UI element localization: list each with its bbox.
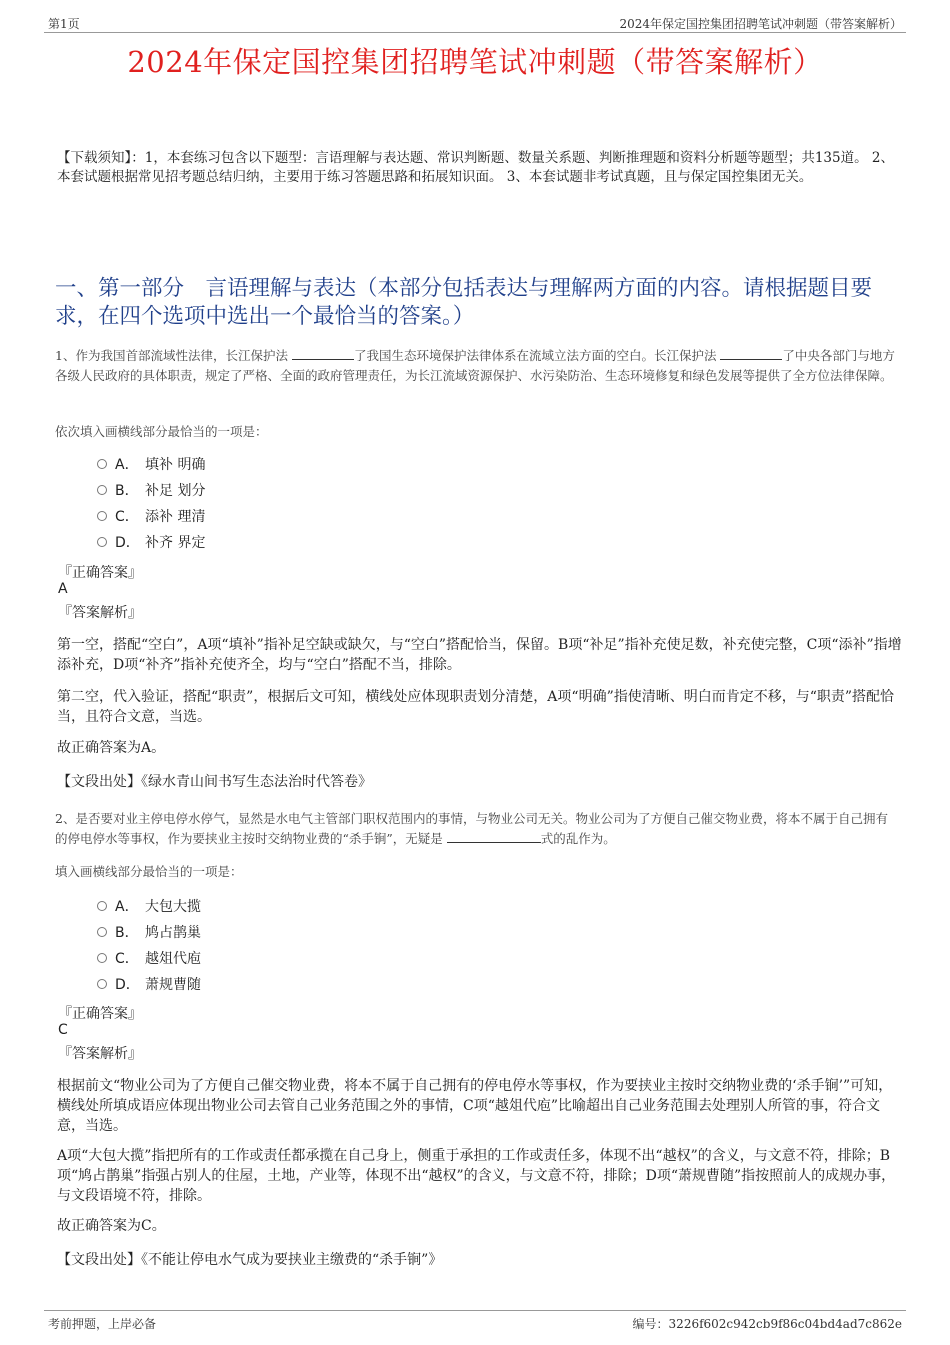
q1-answer-label: 『正确答案』 [58, 565, 142, 581]
footer-slogan: 考前押题，上岸必备 [48, 1317, 157, 1331]
question-1-text: 1、作为我国首部流域性法律，长江保护法 了我国生态环境保护法律体系在流域立法方面的空白。长江保护法 了中央各部门与地方各级人民政府的具体职责，规定了严格、全面的政府管理责任，为长江流域资源保护、水污染防治、生态环境修复和绿色发展等提供了全方位法律保障。 [55, 348, 895, 383]
q2-answer-label: 『正确答案』 [58, 1006, 142, 1022]
q1-answer: A [58, 581, 68, 597]
page-footer [44, 1310, 906, 1333]
q2-analysis-label: 『答案解析』 [58, 1046, 142, 1062]
q1-option-d[interactable]: D． 补齐 界定 [97, 533, 205, 553]
q1-option-a[interactable]: A． 填补 明确 [97, 455, 205, 475]
radio-icon[interactable] [97, 537, 107, 547]
radio-icon[interactable] [97, 459, 107, 469]
q1-analysis-1: 第一空，搭配“空白”，A项“填补”指补足空缺或缺欠，与“空白”搭配恰当，保留。B项“补足”指补充使足数，补充使完整，C项“添补”指增添补充，D项“补齐”指补充使齐全，均与“空白”搭配不当，排除。 [57, 637, 902, 673]
fill-blank [447, 829, 541, 843]
q1-analysis-3: 故正确答案为A。 [57, 740, 166, 756]
footer-doc-id: 编号：3226f602c942cb9f86c04bd4ad7c862e [632, 1317, 902, 1331]
q1-analysis-label: 『答案解析』 [58, 605, 142, 621]
q2-analysis-3: 故正确答案为C。 [57, 1218, 166, 1234]
question-2-prompt: 填入画横线部分最恰当的一项是： [55, 864, 243, 879]
q1-source: 【文段出处】《绿水青山间书写生态法治时代答卷》 [57, 774, 372, 790]
q2-source: 【文段出处】《不能让停电水气成为要挟业主缴费的“杀手锏”》 [57, 1252, 443, 1268]
radio-icon[interactable] [97, 511, 107, 521]
question-2-text: 2、是否要对业主停电停水停气，显然是水电气主管部门职权范围内的事情，与物业公司无关。物业公司为了方便自己催交物业费，将本不属于自己拥有的停电停水等事权，作为要挟业主按时交纳物业费的“杀手锏”，无疑是 式的乱作为。 [55, 811, 888, 846]
q2-analysis-1: 根据前文“物业公司为了方便自己催交物业费，将本不属于自己拥有的停电停水等事权，作为要挟业主按时交纳物业费的‘杀手锏’”可知，横线处所填成语应体现出物业公司去管自己业务范围之外的事情，C项“越俎代庖”比喻超出自己业务范围去处理别人所管的事，符合文意，当选。 [57, 1078, 893, 1134]
q2-option-a[interactable]: A． 大包大揽 [97, 897, 201, 917]
q1-option-c[interactable]: C． 添补 理清 [97, 507, 205, 527]
q2-option-b[interactable]: B． 鸠占鹊巢 [97, 923, 201, 943]
fill-blank [292, 346, 354, 360]
question-1-prompt: 依次填入画横线部分最恰当的一项是： [55, 424, 268, 439]
download-notice: 【下载须知】：1，本套练习包含以下题型：言语理解与表达题、常识判断题、数量关系题、判断推理题和资料分析题等题型；共135道。 2、本套试题根据常见招考题总结归纳，主要用于练习答题思路和拓展知识面。 3、本套试题非考试真题，且与保定国控集团无关。 [57, 150, 894, 185]
radio-icon[interactable] [97, 901, 107, 911]
fill-blank [720, 346, 782, 360]
q2-analysis-2: A项“大包大揽”指把所有的工作或责任都承揽在自己身上，侧重于承担的工作或责任多，体现不出“越权”的含义，与文意不符，排除；B项“鸠占鹊巢”指强占别人的住屋，土地，产业等，体现不出“越权”的含义，与文意不符，排除；D项“萧规曹随”指按照前人的成规办事，与文段语境不符，排除。 [57, 1148, 896, 1204]
radio-icon[interactable] [97, 485, 107, 495]
q1-analysis-2: 第二空，代入验证，搭配“职责”，根据后文可知，横线处应体现职责划分清楚，A项“明确”指使清晰、明白而肯定不移，与“职责”搭配恰当，且符合文意，当选。 [57, 689, 895, 725]
q2-answer: C [58, 1022, 68, 1038]
q2-option-c[interactable]: C． 越俎代庖 [97, 949, 201, 969]
header-doc-title: 2024年保定国控集团招聘笔试冲刺题（带答案解析） [619, 17, 902, 31]
radio-icon[interactable] [97, 979, 107, 989]
radio-icon[interactable] [97, 953, 107, 963]
radio-icon[interactable] [97, 927, 107, 937]
page-number: 第1页 [48, 17, 80, 31]
q2-option-d[interactable]: D． 萧规曹随 [97, 975, 201, 995]
document-title: 2024年保定国控集团招聘笔试冲刺题（带答案解析） [127, 45, 823, 79]
section-heading: 一、第一部分 言语理解与表达（本部分包括表达与理解两方面的内容。请根据题目要求，在四个选项中选出一个最恰当的答案。） [55, 276, 873, 329]
q1-option-b[interactable]: B． 补足 划分 [97, 481, 205, 501]
page-header [44, 12, 906, 33]
